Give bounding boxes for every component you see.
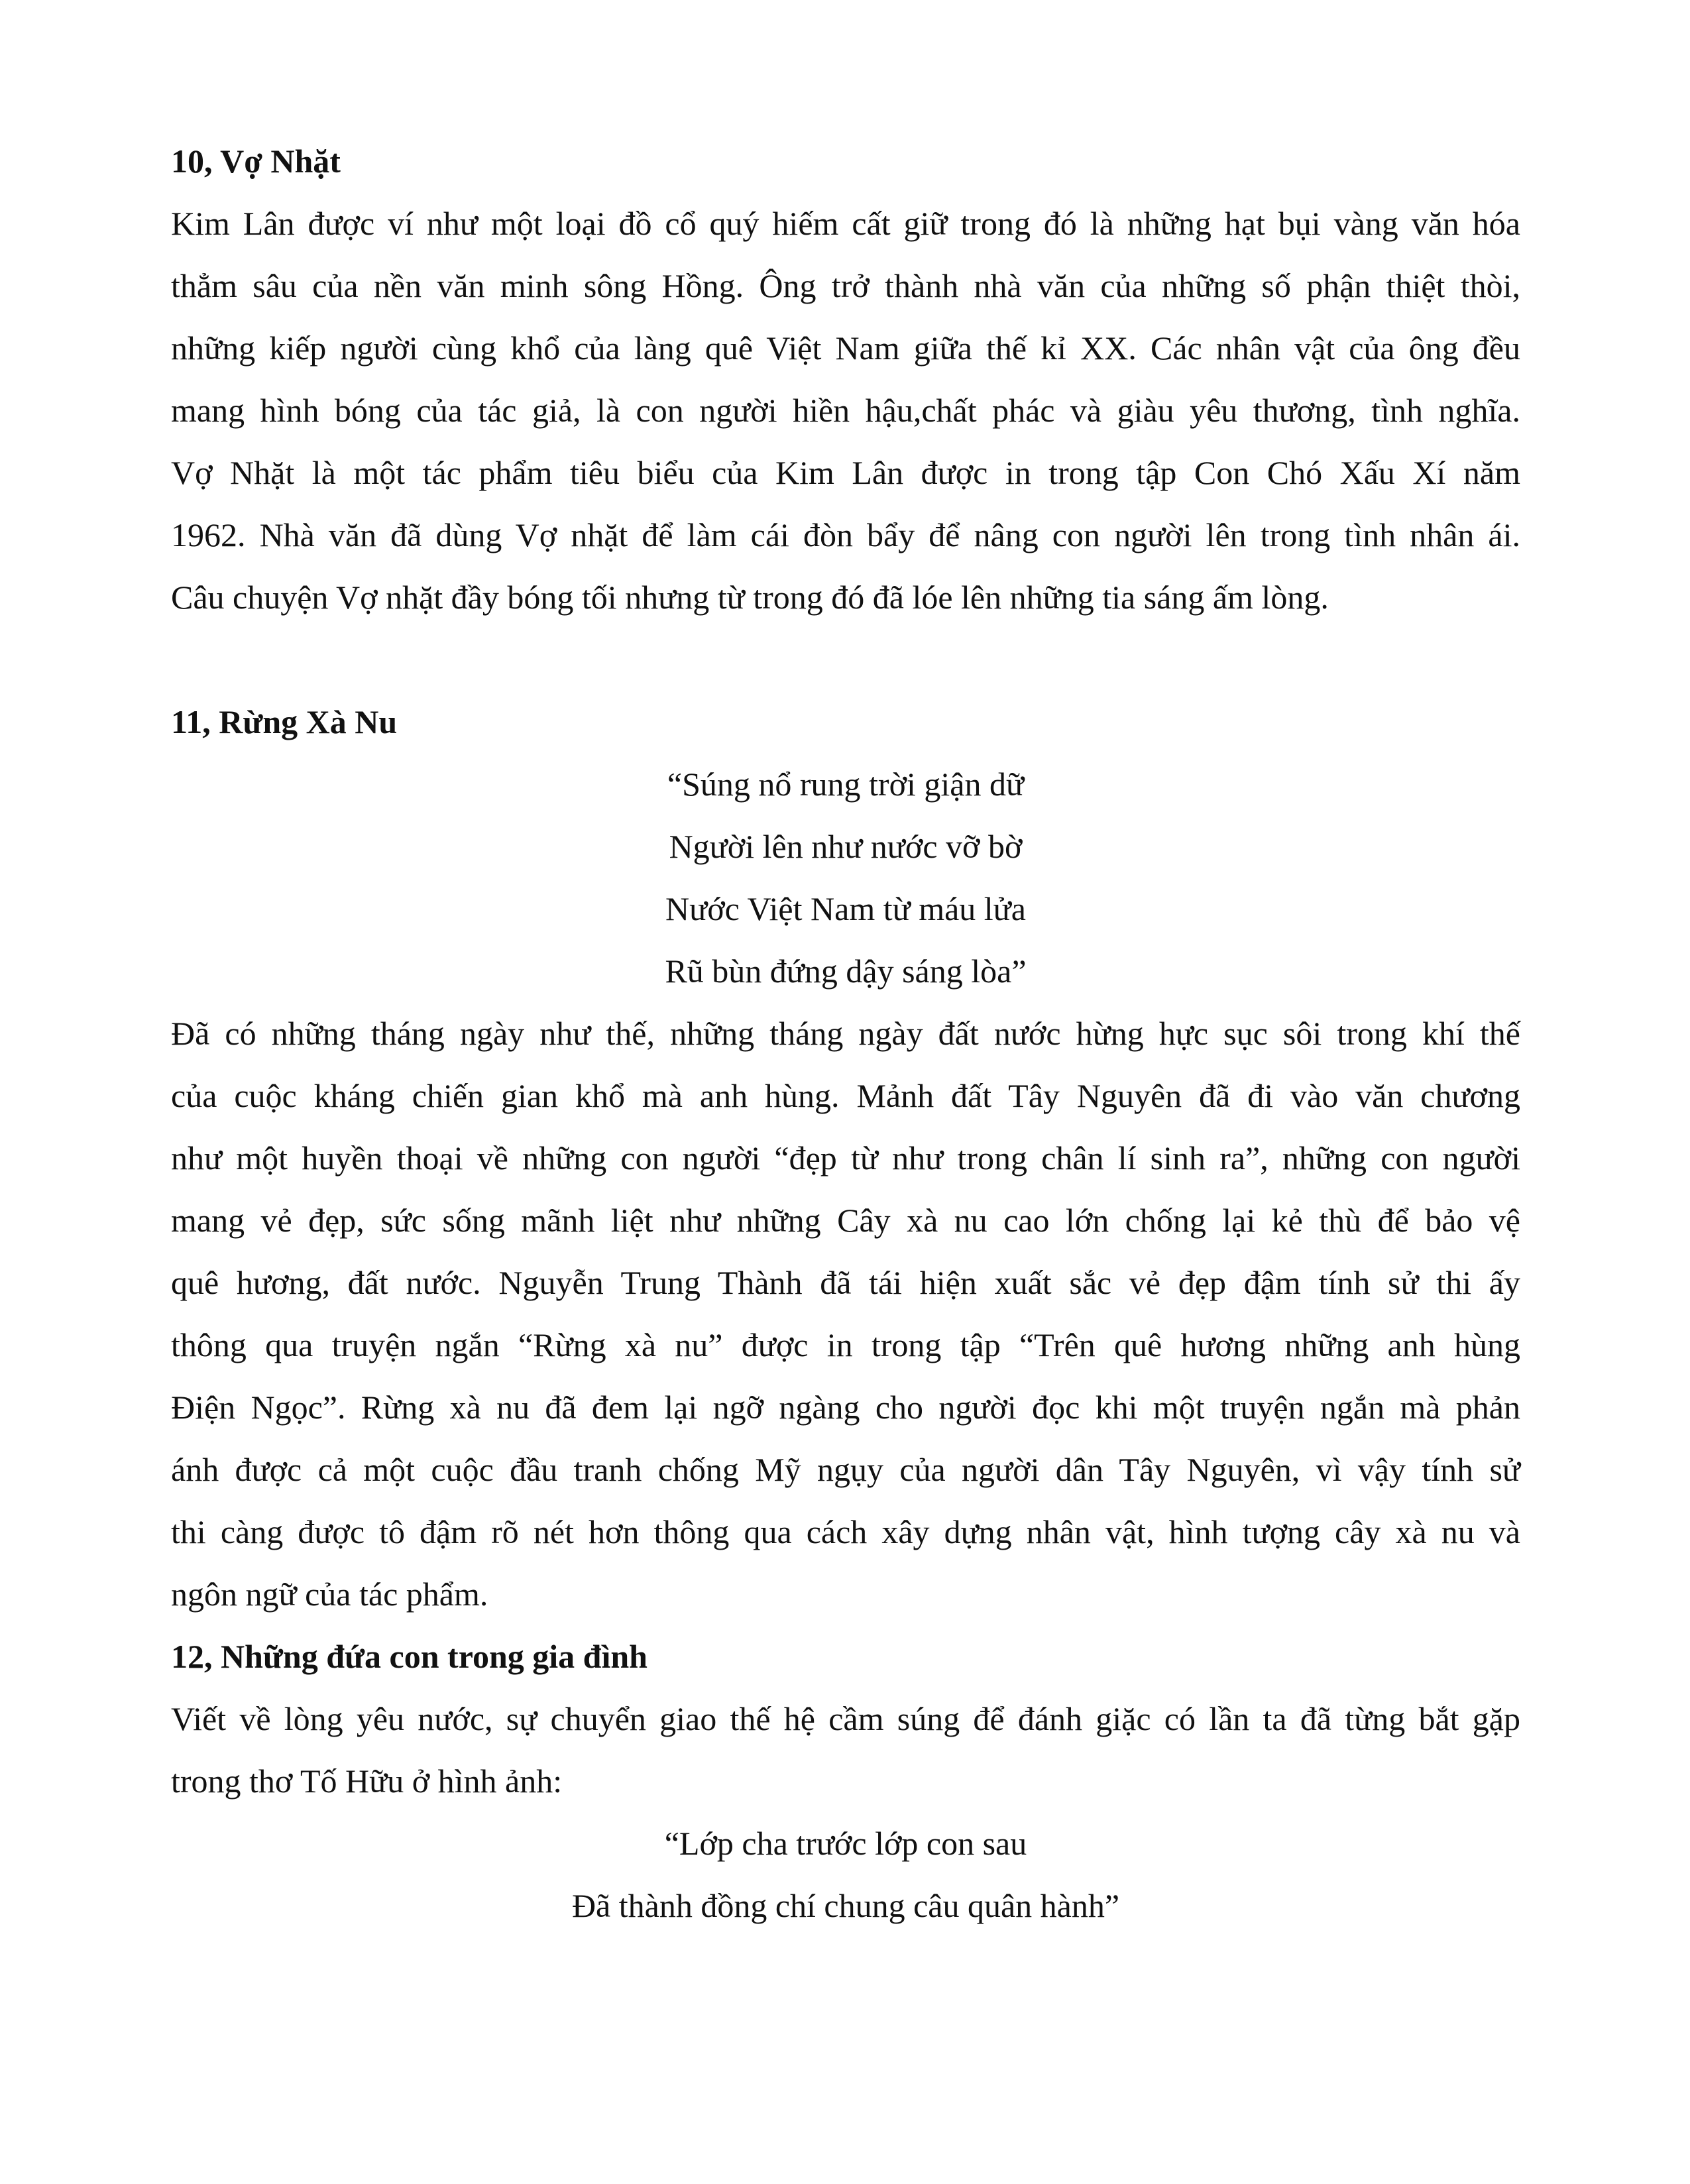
paragraph-line: của cuộc kháng chiến gian khổ mà anh hùng. Mảnh đất Tây Nguyên đã đi vào văn chương xyxy=(171,1077,1520,1114)
paragraph-line: Điện Ngọc”. Rừng xà nu đã đem lại ngỡ ngàng cho người đọc khi một truyện ngắn mà phản xyxy=(171,1389,1520,1426)
paragraph-line: trong thơ Tố Hữu ở hình ảnh: xyxy=(171,1762,563,1800)
spacer xyxy=(171,628,1520,691)
paragraph-line: thẳm sâu của nền văn minh sông Hồng. Ông trở thành nhà văn của những số phận thiệt thòi, xyxy=(171,267,1520,304)
paragraph-line: thi càng được tô đậm rõ nét hơn thông qua cách xây dựng nhân vật, hình tượng cây xà nu và xyxy=(171,1513,1520,1550)
section-heading: 11, Rừng Xà Nu xyxy=(171,703,398,740)
paragraph-line: như một huyền thoại về những con người “đẹp từ như trong chân lí sinh ra”, những con người xyxy=(171,1139,1520,1177)
paragraph-line: Kim Lân được ví như một loại đồ cổ quý hiếm cất giữ trong đó là những hạt bụi vàng văn hóa xyxy=(171,205,1520,242)
section-heading: 12, Những đứa con trong gia đình xyxy=(171,1638,648,1675)
paragraph xyxy=(171,1002,1520,1625)
paragraph-line: Câu chuyện Vợ nhặt đầy bóng tối nhưng từ trong đó đã lóe lên những tia sáng ấm lòng. xyxy=(171,579,1329,616)
paragraph-line: những kiếp người cùng khổ của làng quê Việt Nam giữa thế kỉ XX. Các nhân vật của ông đều xyxy=(171,329,1520,367)
paragraph-line: mang vẻ đẹp, sức sống mãnh liệt như những Cây xà nu cao lớn chống lại kẻ thù để bảo vệ xyxy=(171,1202,1520,1239)
paragraph-line: thông qua truyện ngắn “Rừng xà nu” được in trong tập “Trên quê hương những anh hùng xyxy=(171,1326,1520,1363)
paragraph-line: ánh được cả một cuộc đầu tranh chống Mỹ ngụy của người dân Tây Nguyên, vì vậy tính sử xyxy=(171,1451,1520,1488)
paragraph-line: mang hình bóng của tác giả, là con người hiền hậu,chất phác và giàu yêu thương, tình nghĩa. xyxy=(171,392,1520,429)
paragraph-line: Viết về lòng yêu nước, sự chuyển giao thế hệ cầm súng để đánh giặc có lần ta đã từng bắt gặp xyxy=(171,1700,1520,1737)
poem-line: Rũ bùn đứng dậy sáng lòa” xyxy=(665,952,1027,990)
poem-line: Người lên như nước vỡ bờ xyxy=(669,828,1023,865)
paragraph-line: Vợ Nhặt là một tác phẩm tiêu biểu của Kim Lân được in trong tập Con Chó Xấu Xí năm xyxy=(171,454,1520,491)
paragraph-line: ngôn ngữ của tác phẩm. xyxy=(171,1576,488,1613)
poem-quote xyxy=(171,1812,1520,1937)
document-page xyxy=(171,130,1520,1937)
poem-line: “Lớp cha trước lớp con sau xyxy=(664,1825,1027,1862)
paragraph-line: quê hương, đất nước. Nguyễn Trung Thành đã tái hiện xuất sắc vẻ đẹp đậm tính sử thi ấy xyxy=(171,1264,1520,1301)
poem-line: Nước Việt Nam từ máu lửa xyxy=(665,890,1026,927)
paragraph-line: Đã có những tháng ngày như thế, những tháng ngày đất nước hừng hực sục sôi trong khí thế xyxy=(171,1015,1520,1052)
paragraph xyxy=(171,1688,1520,1812)
paragraph-line: 1962. Nhà văn đã dùng Vợ nhặt để làm cái đòn bẩy để nâng con người lên trong tình nhân ái. xyxy=(171,516,1520,553)
paragraph xyxy=(171,192,1520,628)
poem-quote xyxy=(171,753,1520,1002)
section-heading: 10, Vợ Nhặt xyxy=(171,143,341,180)
poem-line: Đã thành đồng chí chung câu quân hành” xyxy=(571,1887,1120,1924)
poem-line: “Súng nổ rung trời giận dữ xyxy=(667,766,1025,803)
